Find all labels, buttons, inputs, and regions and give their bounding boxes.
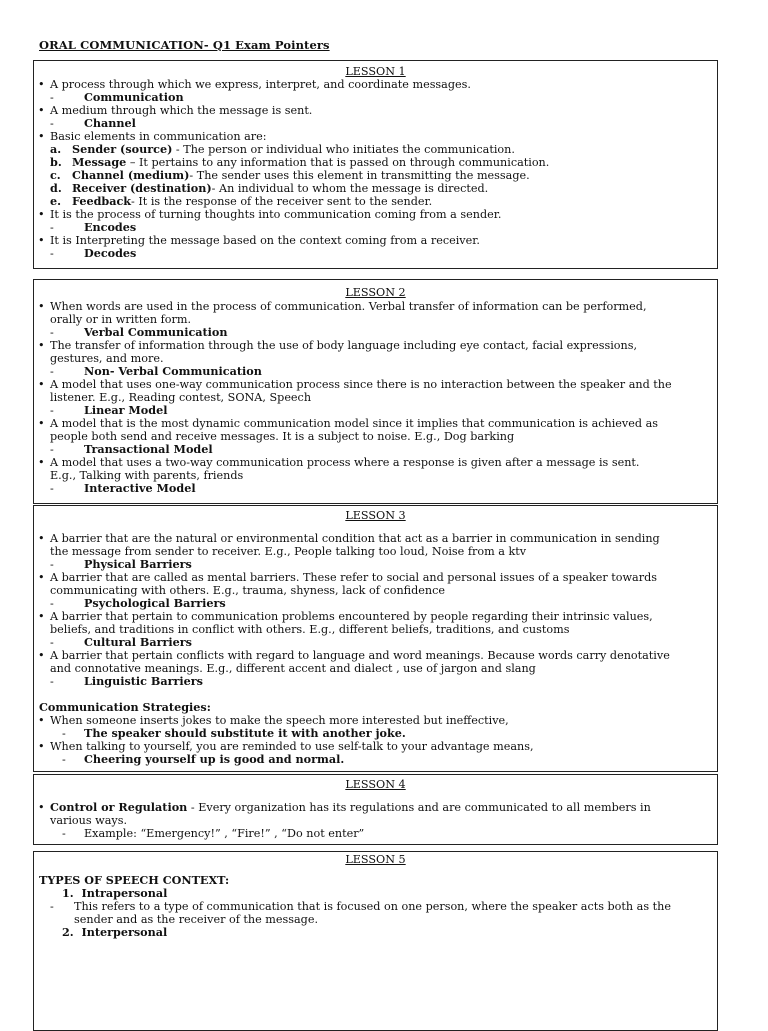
dash: - — [50, 91, 54, 104]
lesson-2-item-cont: gestures, and more. — [50, 352, 164, 365]
document-title: ORAL COMMUNICATION- Q1 Exam Pointers — [39, 38, 330, 52]
answer: Linear Model — [84, 403, 168, 417]
strategy-item: • When talking to yourself, you are reminded to use self-talk to your advantage means, — [50, 740, 534, 753]
lesson-1-box — [33, 60, 718, 269]
answer: Non- Verbal Communication — [84, 364, 262, 378]
answer: Cultural Barriers — [84, 635, 192, 649]
answer: Linguistic Barriers — [84, 674, 203, 688]
answer: Communication — [84, 90, 184, 104]
letter-a: a. — [50, 142, 62, 156]
dash: - — [50, 636, 54, 649]
dash: - — [50, 404, 54, 417]
strategy-item: • When someone inserts jokes to make the speech more interested but ineffective, — [50, 714, 509, 727]
dash: - — [50, 675, 54, 688]
lesson-3-item-cont: the message from sender to receiver. E.g., People talking too loud, Noise from a ktv — [50, 545, 527, 558]
dash: - — [50, 482, 54, 495]
dash: - — [50, 443, 54, 456]
lesson-2-item: • When words are used in the process of communication. Verbal transfer of information can be performed, — [50, 300, 647, 313]
type-1-description: This refers to a type of communication that is focused on one person, where the speaker acts both as the — [74, 900, 671, 913]
lesson-2-item: • A model that uses a two-way communication process where a response is given after a message is sent. — [50, 456, 639, 469]
lesson-3-item: • A barrier that are called as mental barriers. These refer to social and personal issues of a speaker towards — [50, 571, 657, 584]
dash: - — [62, 753, 66, 766]
dash: - — [50, 221, 54, 234]
lesson-1-heading: LESSON 1 — [345, 65, 406, 78]
dash: - — [62, 827, 66, 840]
letter-c: c. — [50, 168, 61, 182]
answer: Verbal Communication — [84, 325, 228, 339]
element-receiver: Receiver (destination)- An individual to whom the message is directed. — [72, 181, 489, 195]
lesson-2-item-cont: E.g., Talking with parents, friends — [50, 469, 244, 482]
lesson-2-item-cont: people both send and receive messages. It is a subject to noise. E.g., Dog barking — [50, 430, 515, 443]
letter-b: b. — [50, 155, 62, 169]
dash: - — [50, 117, 54, 130]
lesson-3-heading: LESSON 3 — [345, 509, 406, 522]
type-1: 1. Intrapersonal — [62, 886, 168, 900]
lesson-4-item-cont: various ways. — [50, 814, 128, 827]
lesson-3-item: • A barrier that pertain conflicts with regard to language and word meanings. Because words carry denotative — [50, 649, 670, 662]
lesson-3-box — [33, 505, 718, 772]
answer: Transactional Model — [84, 442, 213, 456]
dash: - — [50, 558, 54, 571]
answer: Interactive Model — [84, 481, 196, 495]
dash: - — [50, 597, 54, 610]
answer: Channel — [84, 116, 136, 130]
speech-context-heading: TYPES OF SPEECH CONTEXT: — [39, 873, 230, 887]
dash: - — [50, 900, 54, 913]
lesson-2-item: • A model that is the most dynamic communication model since it implies that communication is achieved as — [50, 417, 658, 430]
letter-e: e. — [50, 194, 62, 208]
dash: - — [62, 727, 66, 740]
lesson-3-item-cont: beliefs, and traditions in conflict with others. E.g., different beliefs, traditions, and customs — [50, 623, 570, 636]
lesson-1-item: • A medium through which the message is sent. — [50, 104, 312, 117]
element-feedback: Feedback- It is the response of the receiver sent to the sender. — [72, 194, 433, 208]
letter-d: d. — [50, 181, 62, 195]
lesson-2-box — [33, 279, 718, 504]
lesson-3-item-cont: and connotative meanings. E.g., different accent and dialect , use of jargon and slang — [50, 662, 536, 675]
type-2: 2. Interpersonal — [62, 925, 168, 939]
dash: - — [50, 365, 54, 378]
element-message: Message – It pertains to any information that is passed on through communication. — [72, 155, 550, 169]
answer: Encodes — [84, 220, 137, 234]
lesson-4-example: Example: “Emergency!” , “Fire!” , “Do not enter” — [84, 827, 365, 840]
type-1-description-cont: sender and as the receiver of the message. — [74, 913, 319, 926]
strategy-answer: The speaker should substitute it with another joke. — [84, 726, 406, 740]
lesson-4-box — [33, 774, 718, 845]
lesson-1-item: • It is the process of turning thoughts into communication coming from a sender. — [50, 208, 501, 221]
lesson-1-item: • Basic elements in communication are: — [50, 130, 267, 143]
lesson-3-item: • A barrier that pertain to communication problems encountered by people regarding their intrinsic values, — [50, 610, 653, 623]
strategies-heading: Communication Strategies: — [39, 700, 211, 714]
dash: - — [50, 247, 54, 260]
lesson-1-item: • A process through which we express, interpret, and coordinate messages. — [50, 78, 471, 91]
lesson-1-item: • It is Interpreting the message based on the context coming from a receiver. — [50, 234, 480, 247]
dash: - — [50, 326, 54, 339]
lesson-3-item-cont: communicating with others. E.g., trauma, shyness, lack of confidence — [50, 584, 445, 597]
element-sender: Sender (source) - The person or individual who initiates the communication. — [72, 142, 515, 156]
lesson-4-item: • Control or Regulation - Every organization has its regulations and are communicated to all members in — [50, 801, 651, 814]
lesson-5-box — [33, 851, 718, 1031]
lesson-2-item: • A model that uses one-way communication process since there is no interaction between the speaker and the — [50, 378, 672, 391]
lesson-2-item-cont: listener. E.g., Reading contest, SONA, Speech — [50, 391, 312, 404]
answer: Physical Barriers — [84, 557, 192, 571]
lesson-2-item: • The transfer of information through the use of body language including eye contact, facial expressions, — [50, 339, 637, 352]
lesson-5-heading: LESSON 5 — [345, 853, 406, 866]
lesson-2-item-cont: orally or in written form. — [50, 313, 192, 326]
lesson-4-heading: LESSON 4 — [345, 778, 406, 791]
lesson-2-heading: LESSON 2 — [345, 286, 406, 299]
answer: Psychological Barriers — [84, 596, 226, 610]
strategy-answer: Cheering yourself up is good and normal. — [84, 752, 345, 766]
element-channel: Channel (medium)- The sender uses this element in transmitting the message. — [72, 168, 530, 182]
answer: Decodes — [84, 246, 137, 260]
lesson-3-item: • A barrier that are the natural or environmental condition that act as a barrier in communication in sending — [50, 532, 660, 545]
